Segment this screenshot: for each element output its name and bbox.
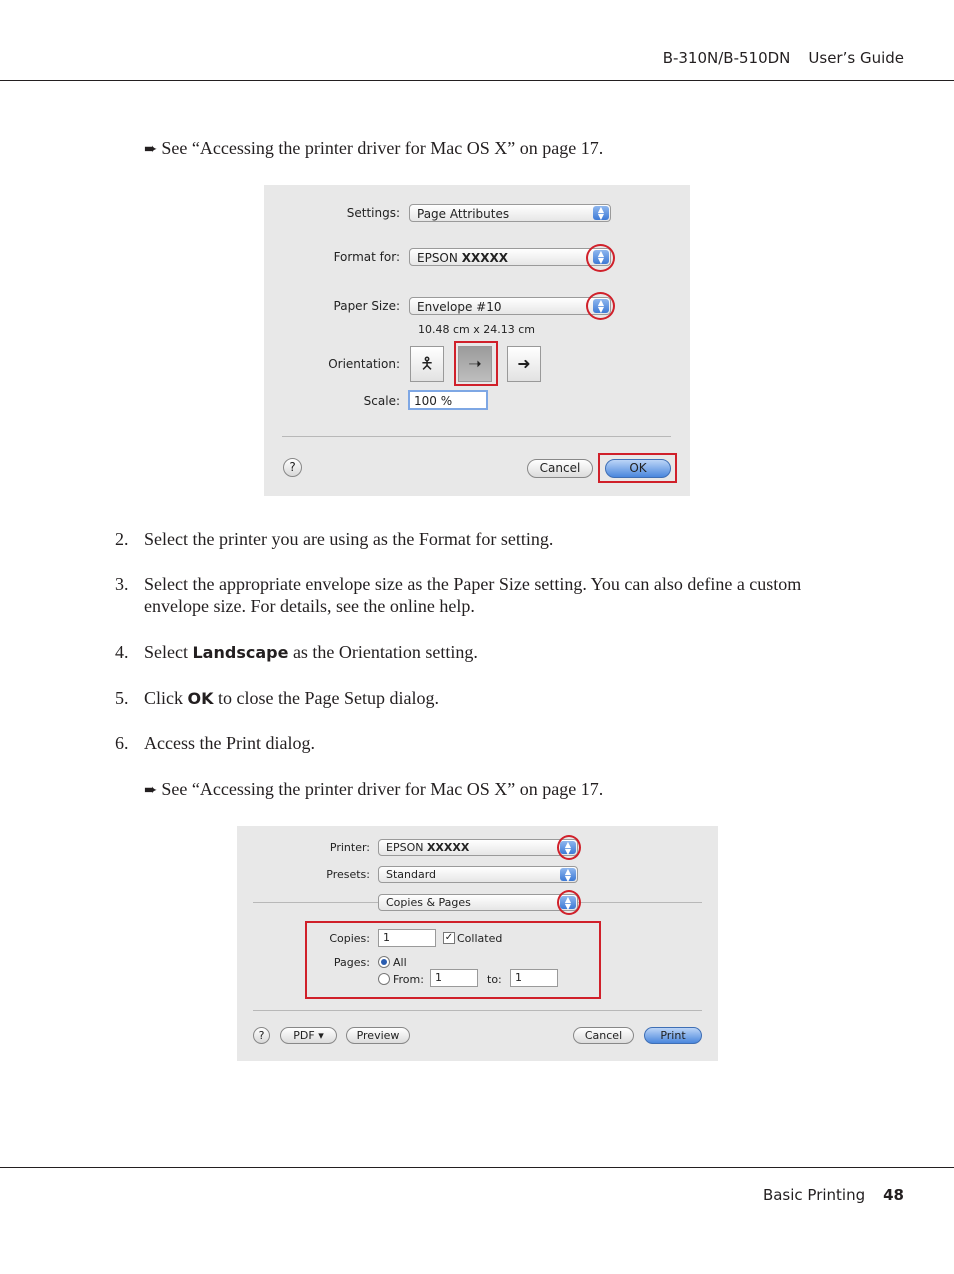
format-popup[interactable]: EPSON XXXXX ▲ ▼ [409, 248, 611, 266]
page-header [663, 49, 904, 67]
step-2: 2. Select the printer you are using as the Format for setting. [115, 529, 554, 549]
stepper-icon: ▲ ▼ [593, 299, 609, 313]
panel-popup[interactable]: Copies & Pages ▲ ▼ [378, 894, 578, 911]
cancel-button[interactable]: Cancel [527, 459, 593, 478]
step-5: 5. Click OK to close the Page Setup dialog. [115, 688, 439, 708]
step-3: 3. Select the appropriate envelope size as the Paper Size setting. You can also define a custom envelope size. For details, see the online help. [115, 574, 802, 616]
arrow-right-icon: ➨ [144, 780, 158, 799]
settings-popup[interactable]: Page Attributes ▲ ▼ [409, 204, 611, 222]
preview-button[interactable]: Preview [346, 1027, 410, 1044]
scale-input[interactable]: 100 % [408, 390, 488, 410]
header-rule [0, 80, 954, 81]
highlight-circle [586, 292, 615, 320]
header-guide: User’s Guide [808, 49, 904, 67]
all-label: All [393, 956, 407, 969]
stepper-icon: ▲ ▼ [560, 841, 576, 854]
page-setup-dialog [264, 185, 690, 496]
format-label: Format for: [333, 250, 400, 264]
highlight-circle [557, 890, 581, 915]
highlight-box [598, 453, 677, 483]
page-number: 48 [883, 1186, 904, 1204]
help-button[interactable]: ? [253, 1027, 270, 1044]
page-footer [763, 1186, 904, 1204]
print-button[interactable]: Print [644, 1027, 702, 1044]
landscape-icon[interactable]: ➝ [458, 346, 492, 382]
separator [282, 436, 671, 437]
footer-rule [0, 1167, 954, 1168]
separator [253, 1010, 702, 1011]
collated-label: Collated [457, 932, 503, 945]
cross-reference-top: ➨ See “Accessing the printer driver for Mac OS X” on page 17. [144, 138, 604, 158]
to-input[interactable]: 1 [510, 969, 558, 987]
cancel-button[interactable]: Cancel [573, 1027, 634, 1044]
from-radio[interactable] [378, 973, 390, 985]
highlight-circle [557, 835, 581, 860]
pdf-button[interactable]: PDF ▾ [280, 1027, 337, 1044]
stepper-icon: ▲ ▼ [593, 250, 609, 264]
pages-label: Pages: [333, 956, 370, 969]
to-label: to: [487, 973, 502, 986]
stepper-icon: ▲ ▼ [593, 206, 609, 220]
scale-label: Scale: [363, 394, 400, 408]
all-radio[interactable] [378, 956, 390, 968]
help-button[interactable]: ? [283, 458, 302, 477]
paper-size-popup[interactable]: Envelope #10 ▲ ▼ [409, 297, 611, 315]
settings-label: Settings: [346, 206, 400, 220]
printer-label: Printer: [329, 841, 370, 854]
paper-size-label: Paper Size: [333, 299, 400, 313]
step-4: 4. Select Landscape as the Orientation setting. [115, 642, 478, 662]
highlight-box [454, 341, 498, 386]
landscape-reverse-icon[interactable]: ➜ [507, 346, 541, 382]
copies-label: Copies: [329, 932, 370, 945]
step-6: 6. Access the Print dialog. [115, 733, 315, 753]
highlight-circle [586, 244, 615, 272]
printer-popup[interactable]: EPSON XXXXX ▲ ▼ [378, 839, 578, 856]
from-input[interactable]: 1 [430, 969, 478, 987]
stepper-icon: ▲ ▼ [560, 868, 576, 881]
stepper-icon: ▲ ▼ [560, 896, 576, 909]
collated-checkbox[interactable]: ✓ [444, 932, 454, 943]
footer-section: Basic Printing [762, 1186, 866, 1204]
portrait-icon[interactable]: 🯅 [410, 346, 444, 382]
print-dialog [237, 826, 718, 1061]
presets-popup[interactable]: Standard ▲ ▼ [378, 866, 578, 883]
header-model: B-310N/B-510DN [662, 49, 791, 67]
ok-button[interactable]: OK [605, 459, 671, 478]
presets-label: Presets: [326, 868, 370, 881]
orientation-label: Orientation: [328, 357, 400, 371]
from-label: From: [393, 973, 424, 986]
copies-input[interactable]: 1 [378, 929, 436, 947]
arrow-right-icon: ➨ [144, 139, 158, 158]
paper-dimensions: 10.48 cm x 24.13 cm [418, 323, 536, 336]
cross-reference-bottom: ➨ See “Accessing the printer driver for Mac OS X” on page 17. [144, 779, 604, 799]
